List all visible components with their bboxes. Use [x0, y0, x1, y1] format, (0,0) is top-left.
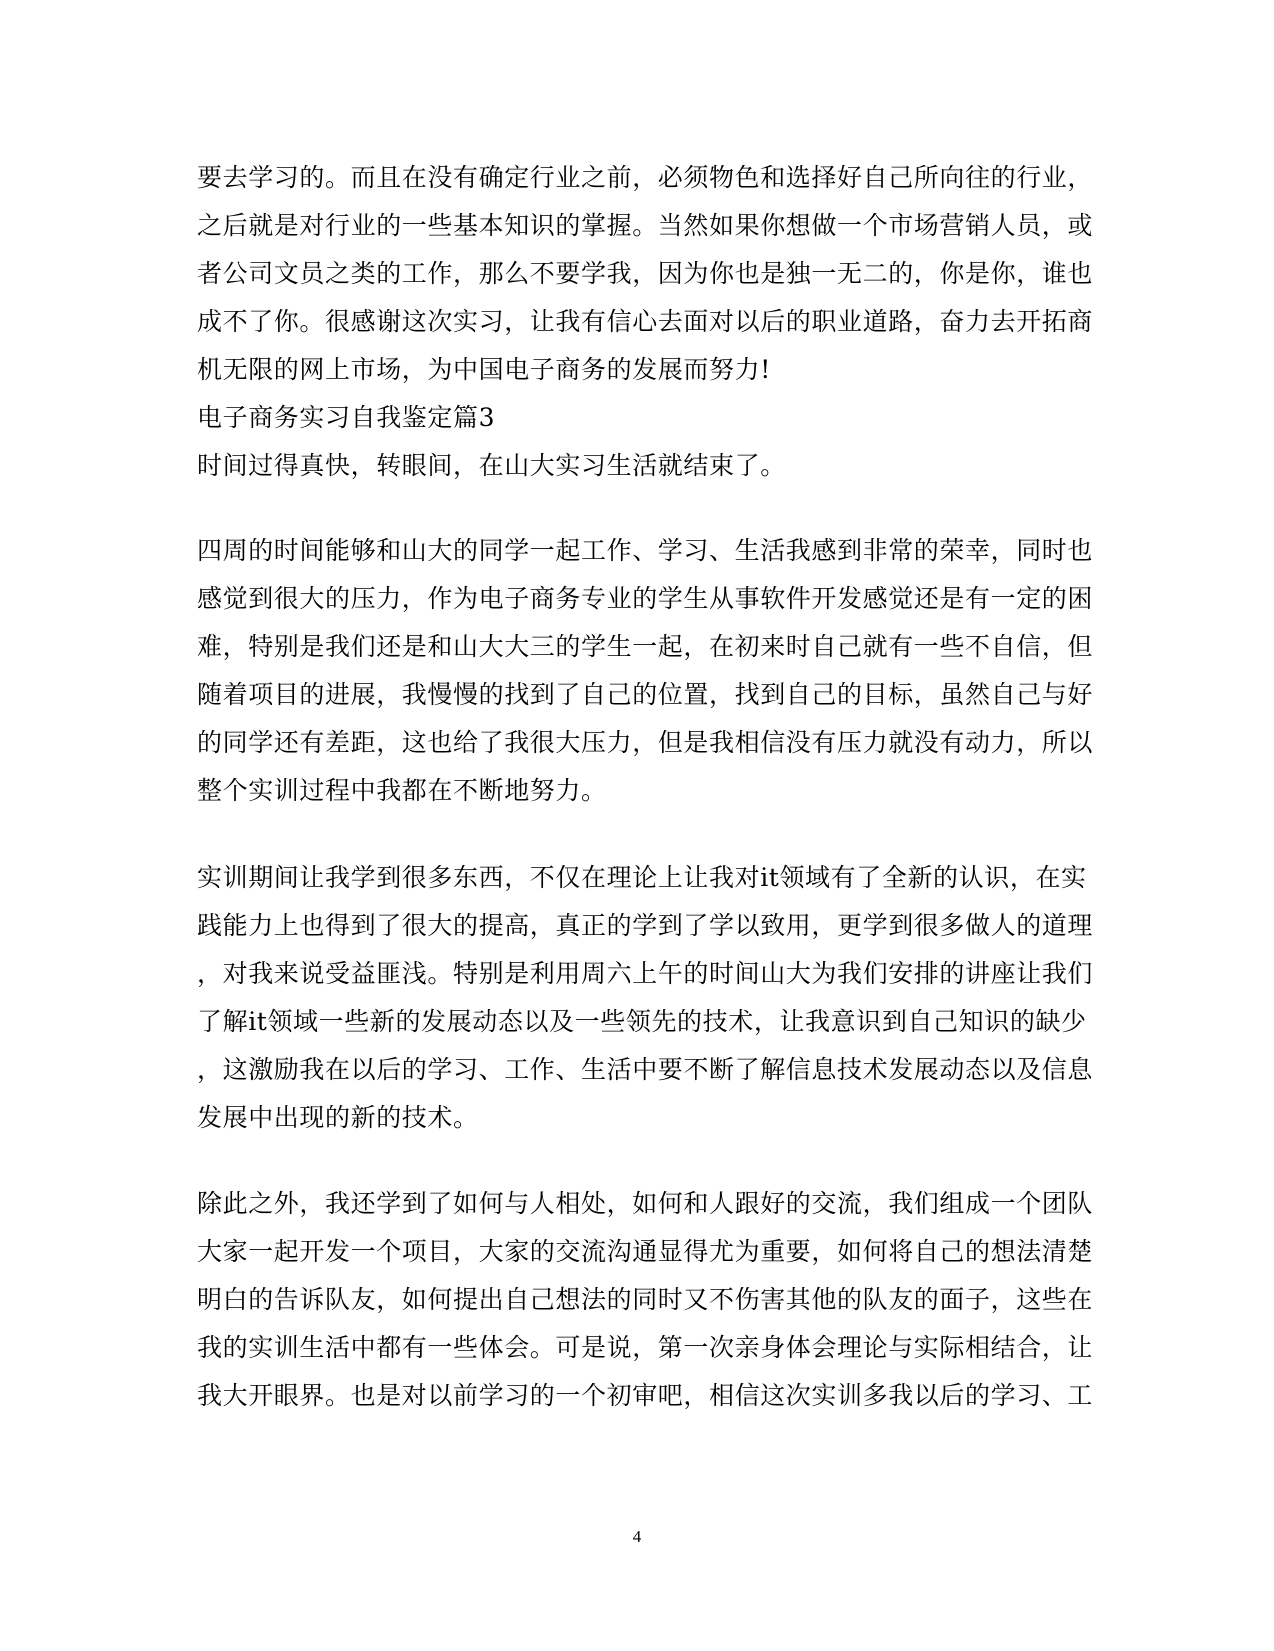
text-line: 机无限的网上市场，为中国电子商务的发展而努力! [197, 355, 771, 384]
text-line: 之后就是对行业的一些基本知识的掌握。当然如果你想做一个市场营销人员，或 [197, 211, 1094, 240]
text-line: ，这激励我在以后的学习、工作、生活中要不断了解信息技术发展动态以及信息 [197, 1055, 1094, 1084]
text-line: 随着项目的进展，我慢慢的找到了自己的位置，找到自己的目标，虽然自己与好 [197, 680, 1094, 709]
text-line: 大家一起开发一个项目，大家的交流沟通显得尤为重要，如何将自己的想法清楚 [197, 1237, 1094, 1266]
text-line: 者公司文员之类的工作，那么不要学我，因为你也是独一无二的，你是你，谁也 [197, 259, 1094, 288]
text-line: 了解it领域一些新的发展动态以及一些领先的技术，让我意识到自己知识的缺少 [197, 1007, 1087, 1036]
text-line: 整个实训过程中我都在不断地努力。 [197, 776, 607, 805]
text-line: 我的实训生活中都有一些体会。可是说，第一次亲身体会理论与实际相结合，让 [197, 1333, 1094, 1362]
text-line: 明白的告诉队友，如何提出自己想法的同时又不伤害其他的队友的面子，这些在 [197, 1285, 1094, 1314]
text-line: 除此之外，我还学到了如何与人相处，如何和人跟好的交流，我们组成一个团队 [197, 1189, 1094, 1218]
text-line: 我大开眼界。也是对以前学习的一个初审吧，相信这次实训多我以后的学习、工 [197, 1381, 1094, 1410]
text-line: 难，特别是我们还是和山大大三的学生一起，在初来时自己就有一些不自信，但 [197, 632, 1094, 661]
page-number: 4 [632, 1527, 642, 1546]
text-line: ，对我来说受益匪浅。特别是利用周六上午的时间山大为我们安排的讲座让我们 [197, 959, 1094, 988]
text-line: 践能力上也得到了很大的提高，真正的学到了学以致用，更学到很多做人的道理 [197, 911, 1094, 940]
text-line: 四周的时间能够和山大的同学一起工作、学习、生活我感到非常的荣幸，同时也 [197, 536, 1094, 565]
paragraph-block-3 [197, 854, 1094, 1142]
paragraph-block-1 [197, 154, 1094, 490]
text-line: 时间过得真快，转眼间，在山大实习生活就结束了。 [197, 451, 786, 480]
paragraph-block-2 [197, 527, 1094, 815]
text-line: 发展中出现的新的技术。 [197, 1103, 479, 1132]
text-line: 成不了你。很感谢这次实习，让我有信心去面对以后的职业道路，奋力去开拓商 [197, 307, 1094, 336]
section-heading: 电子商务实习自我鉴定篇3 [197, 403, 496, 432]
text-line: 实训期间让我学到很多东西，不仅在理论上让我对it领域有了全新的认识，在实 [197, 863, 1087, 892]
text-line: 要去学习的。而且在没有确定行业之前，必须物色和选择好自己所向往的行业， [197, 163, 1094, 192]
paragraph-block-4 [197, 1180, 1094, 1420]
text-line: 的同学还有差距，这也给了我很大压力，但是我相信没有压力就没有动力，所以 [197, 728, 1094, 757]
text-line: 感觉到很大的压力，作为电子商务专业的学生从事软件开发感觉还是有一定的困 [197, 584, 1094, 613]
